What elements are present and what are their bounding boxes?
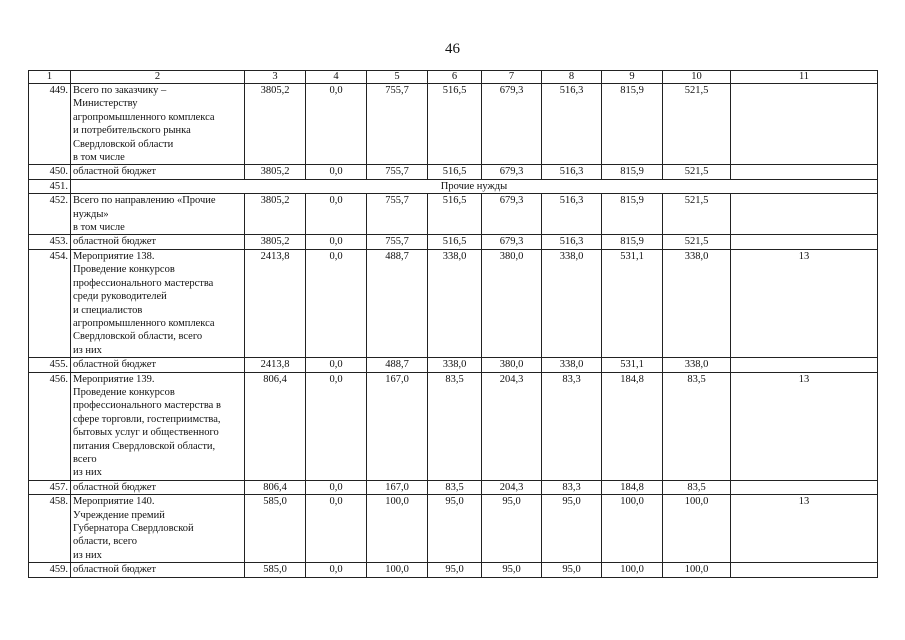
cell-col-5: 167,0 xyxy=(367,480,428,494)
cell-col-3: 585,0 xyxy=(245,495,306,563)
cell-col-11 xyxy=(731,235,878,249)
cell-col-6: 338,0 xyxy=(428,358,482,372)
column-header-10: 10 xyxy=(663,71,731,84)
cell-col-5: 100,0 xyxy=(367,563,428,577)
cell-col-9: 100,0 xyxy=(602,563,663,577)
cell-col-9: 815,9 xyxy=(602,235,663,249)
cell-col-6: 516,5 xyxy=(428,165,482,179)
cell-col-3: 3805,2 xyxy=(245,235,306,249)
row-number: 453. xyxy=(29,235,71,249)
cell-col-10: 521,5 xyxy=(663,194,731,235)
cell-col-3: 806,4 xyxy=(245,372,306,480)
cell-col-11: 13 xyxy=(731,372,878,480)
row-name: Всего по заказчику – Министерству агропромышленного комплекса и потребительского рынка Свердловской области в том числе xyxy=(71,84,245,165)
cell-col-8: 83,3 xyxy=(542,372,602,480)
cell-col-4: 0,0 xyxy=(306,249,367,357)
row-name: Всего по направлению «Прочие нужды» в том числе xyxy=(71,194,245,235)
row-number: 455. xyxy=(29,358,71,372)
cell-col-4: 0,0 xyxy=(306,194,367,235)
cell-col-4: 0,0 xyxy=(306,495,367,563)
row-number: 459. xyxy=(29,563,71,577)
cell-col-5: 755,7 xyxy=(367,194,428,235)
table-row xyxy=(29,480,878,494)
row-number: 456. xyxy=(29,372,71,480)
cell-col-11: 13 xyxy=(731,249,878,357)
cell-col-9: 531,1 xyxy=(602,358,663,372)
cell-col-6: 516,5 xyxy=(428,235,482,249)
row-name: Мероприятие 139. Проведение конкурсов профессионального мастерства в сфере торговли, гостеприимства, бытовых услуг и общественного питания Свердловской области, всего из них xyxy=(71,372,245,480)
cell-col-10: 521,5 xyxy=(663,84,731,165)
table-body xyxy=(29,84,878,578)
cell-col-11 xyxy=(731,358,878,372)
cell-col-11 xyxy=(731,480,878,494)
row-name: областной бюджет xyxy=(71,358,245,372)
table-row xyxy=(29,235,878,249)
table-row xyxy=(29,194,878,235)
cell-col-3: 3805,2 xyxy=(245,194,306,235)
table-row xyxy=(29,249,878,357)
cell-col-6: 95,0 xyxy=(428,563,482,577)
cell-col-3: 806,4 xyxy=(245,480,306,494)
cell-col-5: 755,7 xyxy=(367,165,428,179)
cell-col-7: 679,3 xyxy=(482,194,542,235)
cell-col-7: 95,0 xyxy=(482,563,542,577)
cell-col-8: 516,3 xyxy=(542,165,602,179)
table-header xyxy=(29,71,878,84)
column-header-2: 2 xyxy=(71,71,245,84)
cell-col-6: 516,5 xyxy=(428,194,482,235)
cell-col-11 xyxy=(731,194,878,235)
table-row xyxy=(29,563,878,577)
cell-col-10: 100,0 xyxy=(663,563,731,577)
row-name: Мероприятие 138. Проведение конкурсов профессионального мастерства среди руководителей и специалистов агропромышленного комплекса Свердловской области, всего из них xyxy=(71,249,245,357)
cell-col-8: 516,3 xyxy=(542,84,602,165)
section-heading: Прочие нужды xyxy=(71,179,878,193)
cell-col-9: 184,8 xyxy=(602,480,663,494)
row-name: областной бюджет xyxy=(71,480,245,494)
cell-col-6: 83,5 xyxy=(428,372,482,480)
row-number: 452. xyxy=(29,194,71,235)
cell-col-8: 83,3 xyxy=(542,480,602,494)
table-row xyxy=(29,84,878,165)
row-number: 450. xyxy=(29,165,71,179)
cell-col-3: 3805,2 xyxy=(245,165,306,179)
row-number: 458. xyxy=(29,495,71,563)
cell-col-7: 679,3 xyxy=(482,84,542,165)
table-row xyxy=(29,495,878,563)
cell-col-3: 2413,8 xyxy=(245,249,306,357)
cell-col-10: 83,5 xyxy=(663,480,731,494)
column-header-8: 8 xyxy=(542,71,602,84)
cell-col-4: 0,0 xyxy=(306,372,367,480)
table-row xyxy=(29,372,878,480)
cell-col-5: 488,7 xyxy=(367,358,428,372)
cell-col-11: 13 xyxy=(731,495,878,563)
cell-col-8: 338,0 xyxy=(542,358,602,372)
cell-col-4: 0,0 xyxy=(306,235,367,249)
row-number: 457. xyxy=(29,480,71,494)
row-name: областной бюджет xyxy=(71,235,245,249)
column-header-4: 4 xyxy=(306,71,367,84)
row-name: Мероприятие 140. Учреждение премий Губернатора Свердловской области, всего из них xyxy=(71,495,245,563)
cell-col-5: 488,7 xyxy=(367,249,428,357)
cell-col-7: 95,0 xyxy=(482,495,542,563)
column-header-9: 9 xyxy=(602,71,663,84)
cell-col-10: 100,0 xyxy=(663,495,731,563)
row-name: областной бюджет xyxy=(71,165,245,179)
page-number: 46 xyxy=(445,41,460,57)
cell-col-11 xyxy=(731,84,878,165)
cell-col-3: 585,0 xyxy=(245,563,306,577)
cell-col-10: 338,0 xyxy=(663,249,731,357)
cell-col-8: 516,3 xyxy=(542,194,602,235)
cell-col-6: 338,0 xyxy=(428,249,482,357)
cell-col-9: 815,9 xyxy=(602,194,663,235)
cell-col-11 xyxy=(731,563,878,577)
cell-col-4: 0,0 xyxy=(306,84,367,165)
table-row xyxy=(29,358,878,372)
cell-col-6: 83,5 xyxy=(428,480,482,494)
cell-col-8: 95,0 xyxy=(542,495,602,563)
table-row xyxy=(29,179,878,193)
cell-col-8: 338,0 xyxy=(542,249,602,357)
column-header-11: 11 xyxy=(731,71,878,84)
cell-col-4: 0,0 xyxy=(306,165,367,179)
cell-col-10: 83,5 xyxy=(663,372,731,480)
table-row xyxy=(29,165,878,179)
cell-col-8: 95,0 xyxy=(542,563,602,577)
cell-col-7: 679,3 xyxy=(482,165,542,179)
cell-col-10: 338,0 xyxy=(663,358,731,372)
row-number: 449. xyxy=(29,84,71,165)
column-header-6: 6 xyxy=(428,71,482,84)
cell-col-4: 0,0 xyxy=(306,480,367,494)
cell-col-5: 755,7 xyxy=(367,84,428,165)
cell-col-7: 204,3 xyxy=(482,372,542,480)
column-header-7: 7 xyxy=(482,71,542,84)
cell-col-9: 184,8 xyxy=(602,372,663,480)
cell-col-11 xyxy=(731,165,878,179)
cell-col-8: 516,3 xyxy=(542,235,602,249)
column-header-3: 3 xyxy=(245,71,306,84)
cell-col-6: 516,5 xyxy=(428,84,482,165)
cell-col-7: 679,3 xyxy=(482,235,542,249)
cell-col-7: 380,0 xyxy=(482,249,542,357)
cell-col-3: 3805,2 xyxy=(245,84,306,165)
cell-col-10: 521,5 xyxy=(663,235,731,249)
budget-table xyxy=(28,70,878,578)
column-header-5: 5 xyxy=(367,71,428,84)
row-name: областной бюджет xyxy=(71,563,245,577)
cell-col-5: 167,0 xyxy=(367,372,428,480)
cell-col-6: 95,0 xyxy=(428,495,482,563)
cell-col-4: 0,0 xyxy=(306,358,367,372)
cell-col-9: 815,9 xyxy=(602,84,663,165)
cell-col-9: 815,9 xyxy=(602,165,663,179)
cell-col-5: 100,0 xyxy=(367,495,428,563)
cell-col-10: 521,5 xyxy=(663,165,731,179)
column-number-row xyxy=(29,71,878,84)
cell-col-3: 2413,8 xyxy=(245,358,306,372)
cell-col-4: 0,0 xyxy=(306,563,367,577)
column-header-1: 1 xyxy=(29,71,71,84)
cell-col-7: 204,3 xyxy=(482,480,542,494)
cell-col-9: 531,1 xyxy=(602,249,663,357)
row-number: 451. xyxy=(29,179,71,193)
cell-col-5: 755,7 xyxy=(367,235,428,249)
cell-col-9: 100,0 xyxy=(602,495,663,563)
row-number: 454. xyxy=(29,249,71,357)
cell-col-7: 380,0 xyxy=(482,358,542,372)
